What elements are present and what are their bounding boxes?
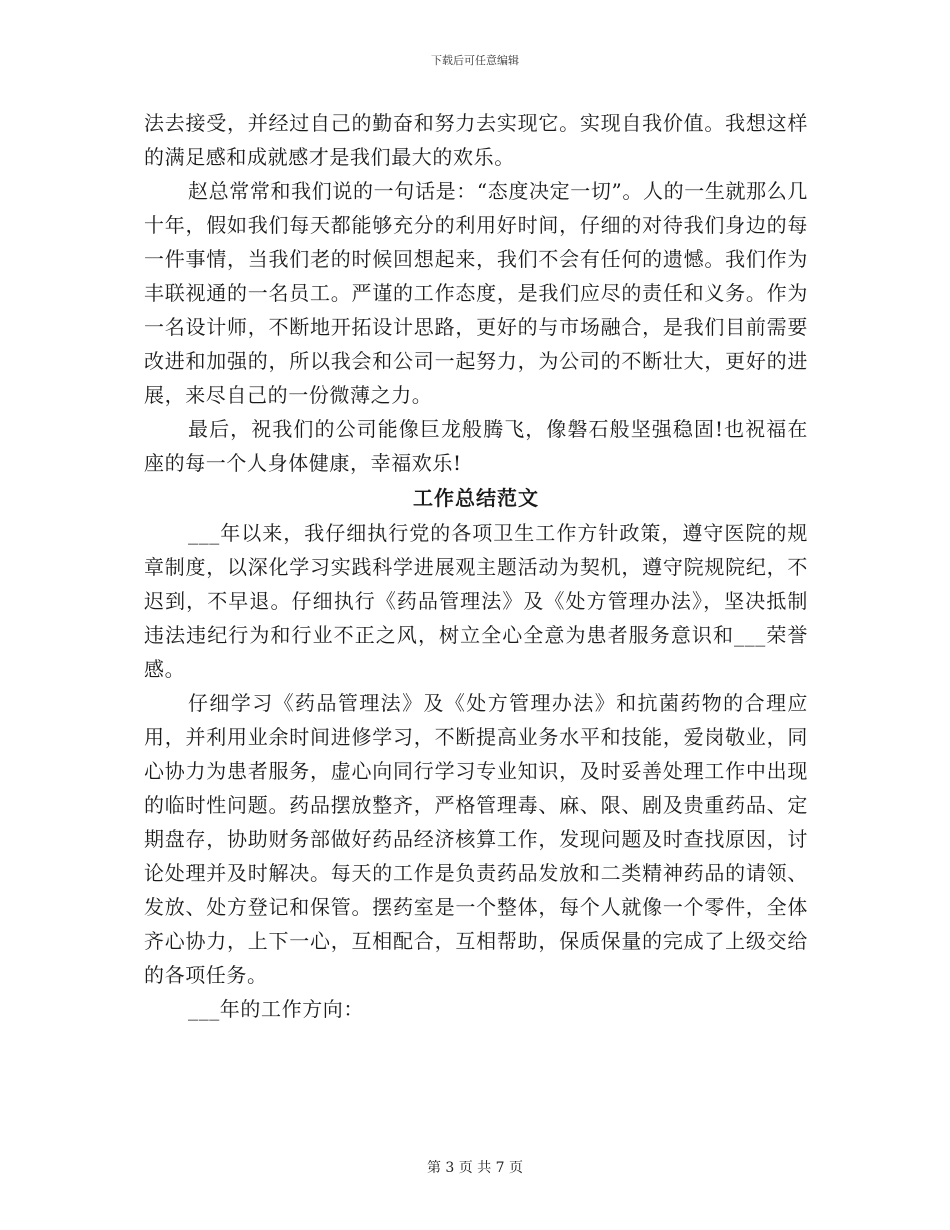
section-paragraph-3: ___年的工作方向：: [188, 997, 364, 1021]
paragraph-1: 法去接受，并经过自己的勤奋和努力去实现它。实现自我价值。我想这样的满足感和成就感才是我们最大的欢乐。: [144, 111, 808, 169]
document-body: [144, 106, 808, 1026]
page-footer: 第 3 页 共 7 页: [426, 1160, 524, 1176]
section-title: 工作总结范文: [413, 486, 539, 510]
section-paragraph-1: ___年以来，我仔细执行党的各项卫生工作方针政策，遵守医院的规章制度，以深化学习实践科学进展观主题活动为契机，遵守院规院纪，不迟到，不早退。仔细执行《药品管理法》及《处方管理办法》，坚决抵制违法违纪行为和行业不正之风，树立全心全意为患者服务意识和___荣誉感。: [144, 521, 808, 681]
section-paragraph-2: 仔细学习《药品管理法》及《处方管理办法》和抗菌药物的合理应用，并利用业余时间进修学习，不断提高业务水平和技能，爱岗敬业，同心协力为患者服务，虚心向同行学习专业知识，及时妥善处理工作中出现的临时性问题。药品摆放整齐，严格管理毒、麻、限、剧及贵重药品、定期盘存，协助财务部做好药品经济核算工作，发现问题及时查找原因，讨论处理并及时解决。每天的工作是负责药品发放和二类精神药品的请领、发放、处方登记和保管。摆药室是一个整体，每个人就像一个零件，全体齐心协力，上下一心，互相配合，互相帮助，保质保量的完成了上级交给的各项任务。: [144, 691, 808, 987]
page-header: 下载后可任意编辑: [431, 54, 519, 67]
paragraph-3: 最后，祝我们的公司能像巨龙般腾飞，像磐石般坚强稳固!也祝福在座的每一个人身体健康，幸福欢乐!: [144, 417, 808, 475]
paragraph-2: 赵总常常和我们说的一句话是：“态度决定一切”。人的一生就那么几十年，假如我们每天都能够充分的利用好时间，仔细的对待我们身边的每一件事情，当我们老的时候回想起来，我们不会有任何的遗憾。我们作为丰联视通的一名员工。严谨的工作态度，是我们应尽的责任和义务。作为一名设计师，不断地开拓设计思路，更好的与市场融合，是我们目前需要改进和加强的，所以我会和公司一起努力，为公司的不断壮大，更好的进展，来尽自己的一份微薄之力。: [144, 179, 808, 407]
